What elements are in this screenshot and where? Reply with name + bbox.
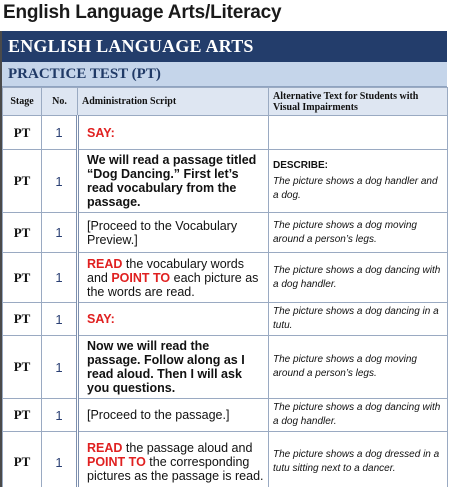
number-cell: 1 [42, 213, 78, 253]
describe-label: DESCRIBE: [273, 160, 329, 171]
alt-text: The picture shows a dog handler and a dog. [273, 176, 438, 201]
script-text: [Proceed to the Vocabulary Preview.] [87, 218, 238, 247]
alt-text-cell [269, 150, 448, 213]
alt-text: The picture shows a dog dancing in a tutu. [273, 306, 439, 331]
script-keyword: POINT TO [111, 270, 171, 285]
script-text: each picture as the words are read. [87, 270, 259, 299]
document-panel [0, 31, 447, 487]
table-row [3, 336, 448, 399]
stage-cell: PT [3, 116, 42, 150]
script-text: the passage aloud and [122, 441, 253, 455]
table-row [3, 399, 448, 432]
script-cell [78, 116, 269, 150]
script-text: the corresponding pictures as the passage is read. [87, 455, 264, 483]
stage-cell: PT [3, 303, 42, 336]
alt-text-cell [269, 116, 448, 150]
table-row [3, 213, 448, 253]
number-cell: 1 [42, 432, 78, 487]
script-cell [78, 150, 269, 213]
section-subband: PRACTICE TEST (PT) [2, 62, 447, 87]
script-cell [78, 213, 269, 253]
script-text: [Proceed to the passage.] [87, 408, 230, 422]
stage-cell: PT [3, 336, 42, 399]
header-alt-text: Alternative Text for Students with Visual Impairments [269, 88, 448, 116]
script-cell [78, 303, 269, 336]
alt-text: The picture shows a dog dressed in a tutu sitting next to a dancer. [273, 449, 440, 474]
table-row [3, 432, 448, 487]
number-cell: 1 [42, 150, 78, 213]
alt-text-cell [269, 336, 448, 399]
alt-text: The picture shows a dog moving around a person’s legs. [273, 354, 417, 379]
script-cell [78, 399, 269, 432]
table-row [3, 253, 448, 303]
table-row [3, 150, 448, 213]
number-cell: 1 [42, 336, 78, 399]
alt-text-cell [269, 432, 448, 487]
script-cell [78, 432, 269, 487]
table-header-row [3, 88, 448, 116]
stage-cell: PT [3, 213, 42, 253]
table-row [3, 116, 448, 150]
page-title: English Language Arts/Literacy [3, 2, 282, 23]
header-script: Administration Script [78, 88, 269, 116]
stage-cell: PT [3, 399, 42, 432]
alt-text-cell [269, 253, 448, 303]
alt-text: The picture shows a dog dancing with a dog handler. [273, 402, 441, 427]
alt-text-cell [269, 303, 448, 336]
header-stage: Stage [3, 88, 42, 116]
number-cell: 1 [42, 303, 78, 336]
number-cell: 1 [42, 399, 78, 432]
script-keyword: READ [87, 256, 123, 271]
script-table [2, 87, 448, 487]
stage-cell: PT [3, 432, 42, 487]
script-text: the vocabulary words and [87, 256, 245, 285]
script-keyword: READ [87, 441, 123, 455]
script-keyword: SAY: [87, 312, 115, 326]
script-text: Now we will read the passage. Follow along as I read aloud. Then I will ask you questions. [87, 339, 245, 395]
script-cell [78, 336, 269, 399]
script-keyword: SAY: [87, 125, 115, 140]
number-cell: 1 [42, 253, 78, 303]
header-no: No. [42, 88, 78, 116]
table-row [3, 303, 448, 336]
alt-text-cell [269, 213, 448, 253]
alt-text: The picture shows a dog dancing with a dog handler. [273, 264, 441, 290]
script-cell [78, 253, 269, 303]
section-band: ENGLISH LANGUAGE ARTS [2, 31, 447, 62]
script-keyword: POINT TO [87, 455, 146, 469]
alt-text: The picture shows a dog moving around a person’s legs. [273, 219, 417, 245]
stage-cell: PT [3, 150, 42, 213]
number-cell: 1 [42, 116, 78, 150]
alt-text-cell [269, 399, 448, 432]
stage-cell: PT [3, 253, 42, 303]
script-text: We will read a passage titled “Dog Dancing.” First let’s read vocabulary from the passage. [87, 153, 257, 209]
